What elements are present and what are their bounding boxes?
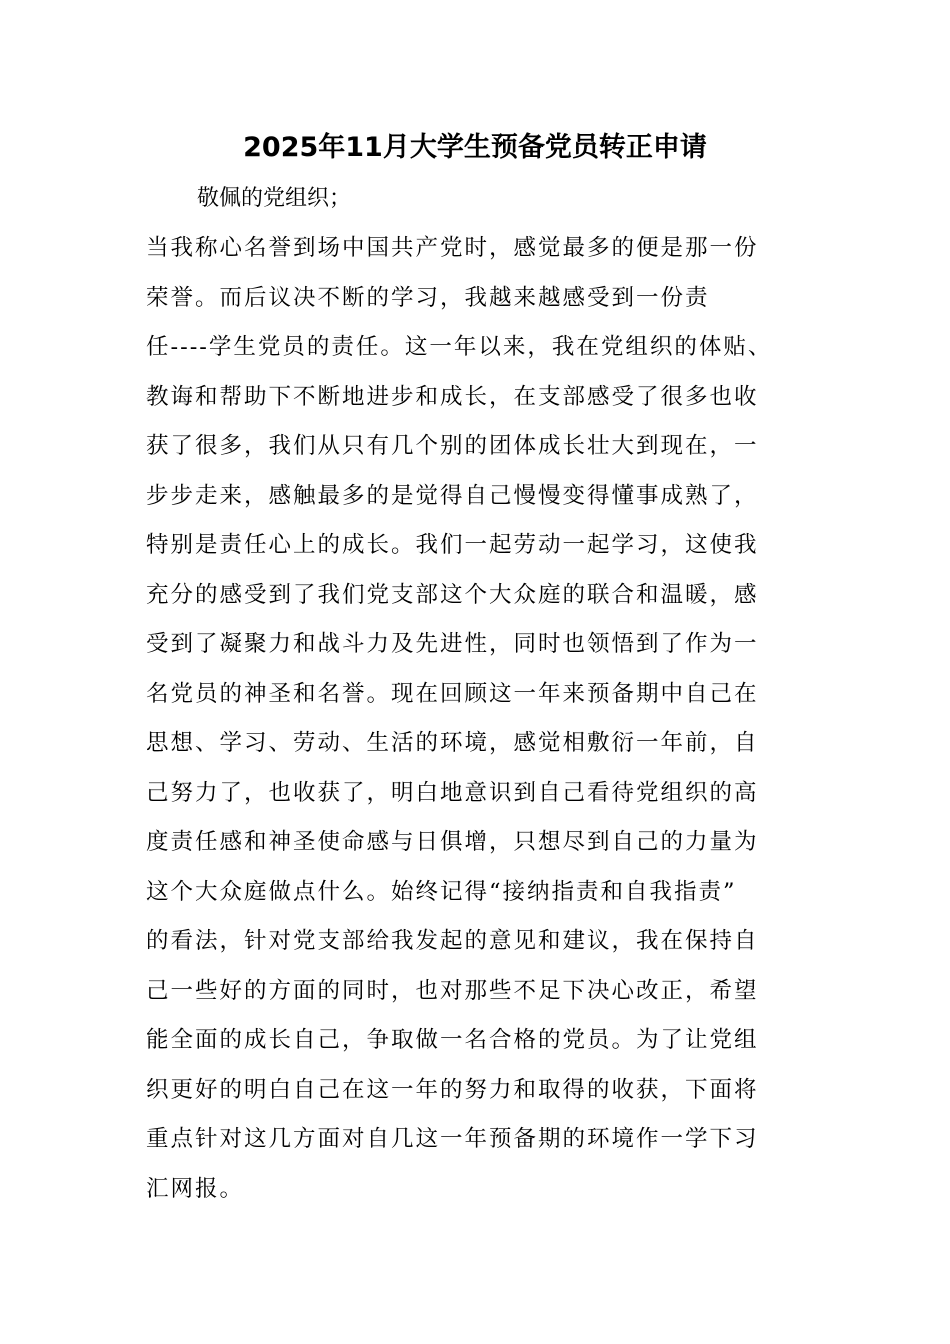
body-line: 荣誉。而后议决不断的学习，我越来越感受到一份责 xyxy=(146,284,710,311)
body-line: 受到了凝聚力和战斗力及先进性，同时也领悟到了作为一 xyxy=(146,631,759,657)
body-line: 名党员的神圣和名誉。现在回顾这一年来预备期中自己在 xyxy=(146,680,759,707)
body-line: 度责任感和神圣使命感与日俱增，只想尽到自己的力量为 xyxy=(146,829,759,855)
body-line: 己努力了，也收获了，明白地意识到自己看待党组织的高 xyxy=(146,779,759,806)
body-line: 重点针对这几方面对自几这一年预备期的环境作一学下习 xyxy=(146,1126,759,1152)
body-line: 织更好的明白自己在这一年的努力和取得的收获，下面将 xyxy=(146,1076,759,1103)
body-line: 任----学生党员的责任。这一年以来，我在党组织的体贴、 xyxy=(146,334,773,360)
body-line: 己一些好的方面的同时，也对那些不足下决心改正，希望 xyxy=(146,977,759,1004)
body-text xyxy=(146,224,846,1214)
body-line: 思想、学习、劳动、生活的环境，感觉相敷衍一年前，自 xyxy=(146,730,759,756)
salutation: 敬佩的党组织； xyxy=(197,186,352,211)
body-line: 这个大众庭做点什么。始终记得“接纳指责和自我指责” xyxy=(146,878,737,905)
body-line: 步步走来，感触最多的是觉得自己慢慢变得懂事成熟了， xyxy=(146,482,759,509)
body-line: 能全面的成长自己，争取做一名合格的党员。为了让党组 xyxy=(146,1027,759,1053)
body-line: 当我称心名誉到场中国共产党时，感觉最多的便是那一份 xyxy=(146,235,759,261)
body-line: 教诲和帮助下不断地进步和成长，在支部感受了很多也收 xyxy=(146,383,759,410)
body-line: 特别是责任心上的成长。我们一起劳动一起学习，这使我 xyxy=(146,532,759,558)
body-line: 充分的感受到了我们党支部这个大众庭的联合和温暖，感 xyxy=(146,581,759,608)
body-line: 获了很多，我们从只有几个别的团体成长壮大到现在，一 xyxy=(146,433,759,459)
body-line: 汇网报。 xyxy=(146,1175,245,1202)
body-line: 的看法，针对党支部给我发起的意见和建议，我在保持自 xyxy=(146,928,759,954)
document-title: 2025年11月大学生预备党员转正申请 xyxy=(243,132,707,163)
